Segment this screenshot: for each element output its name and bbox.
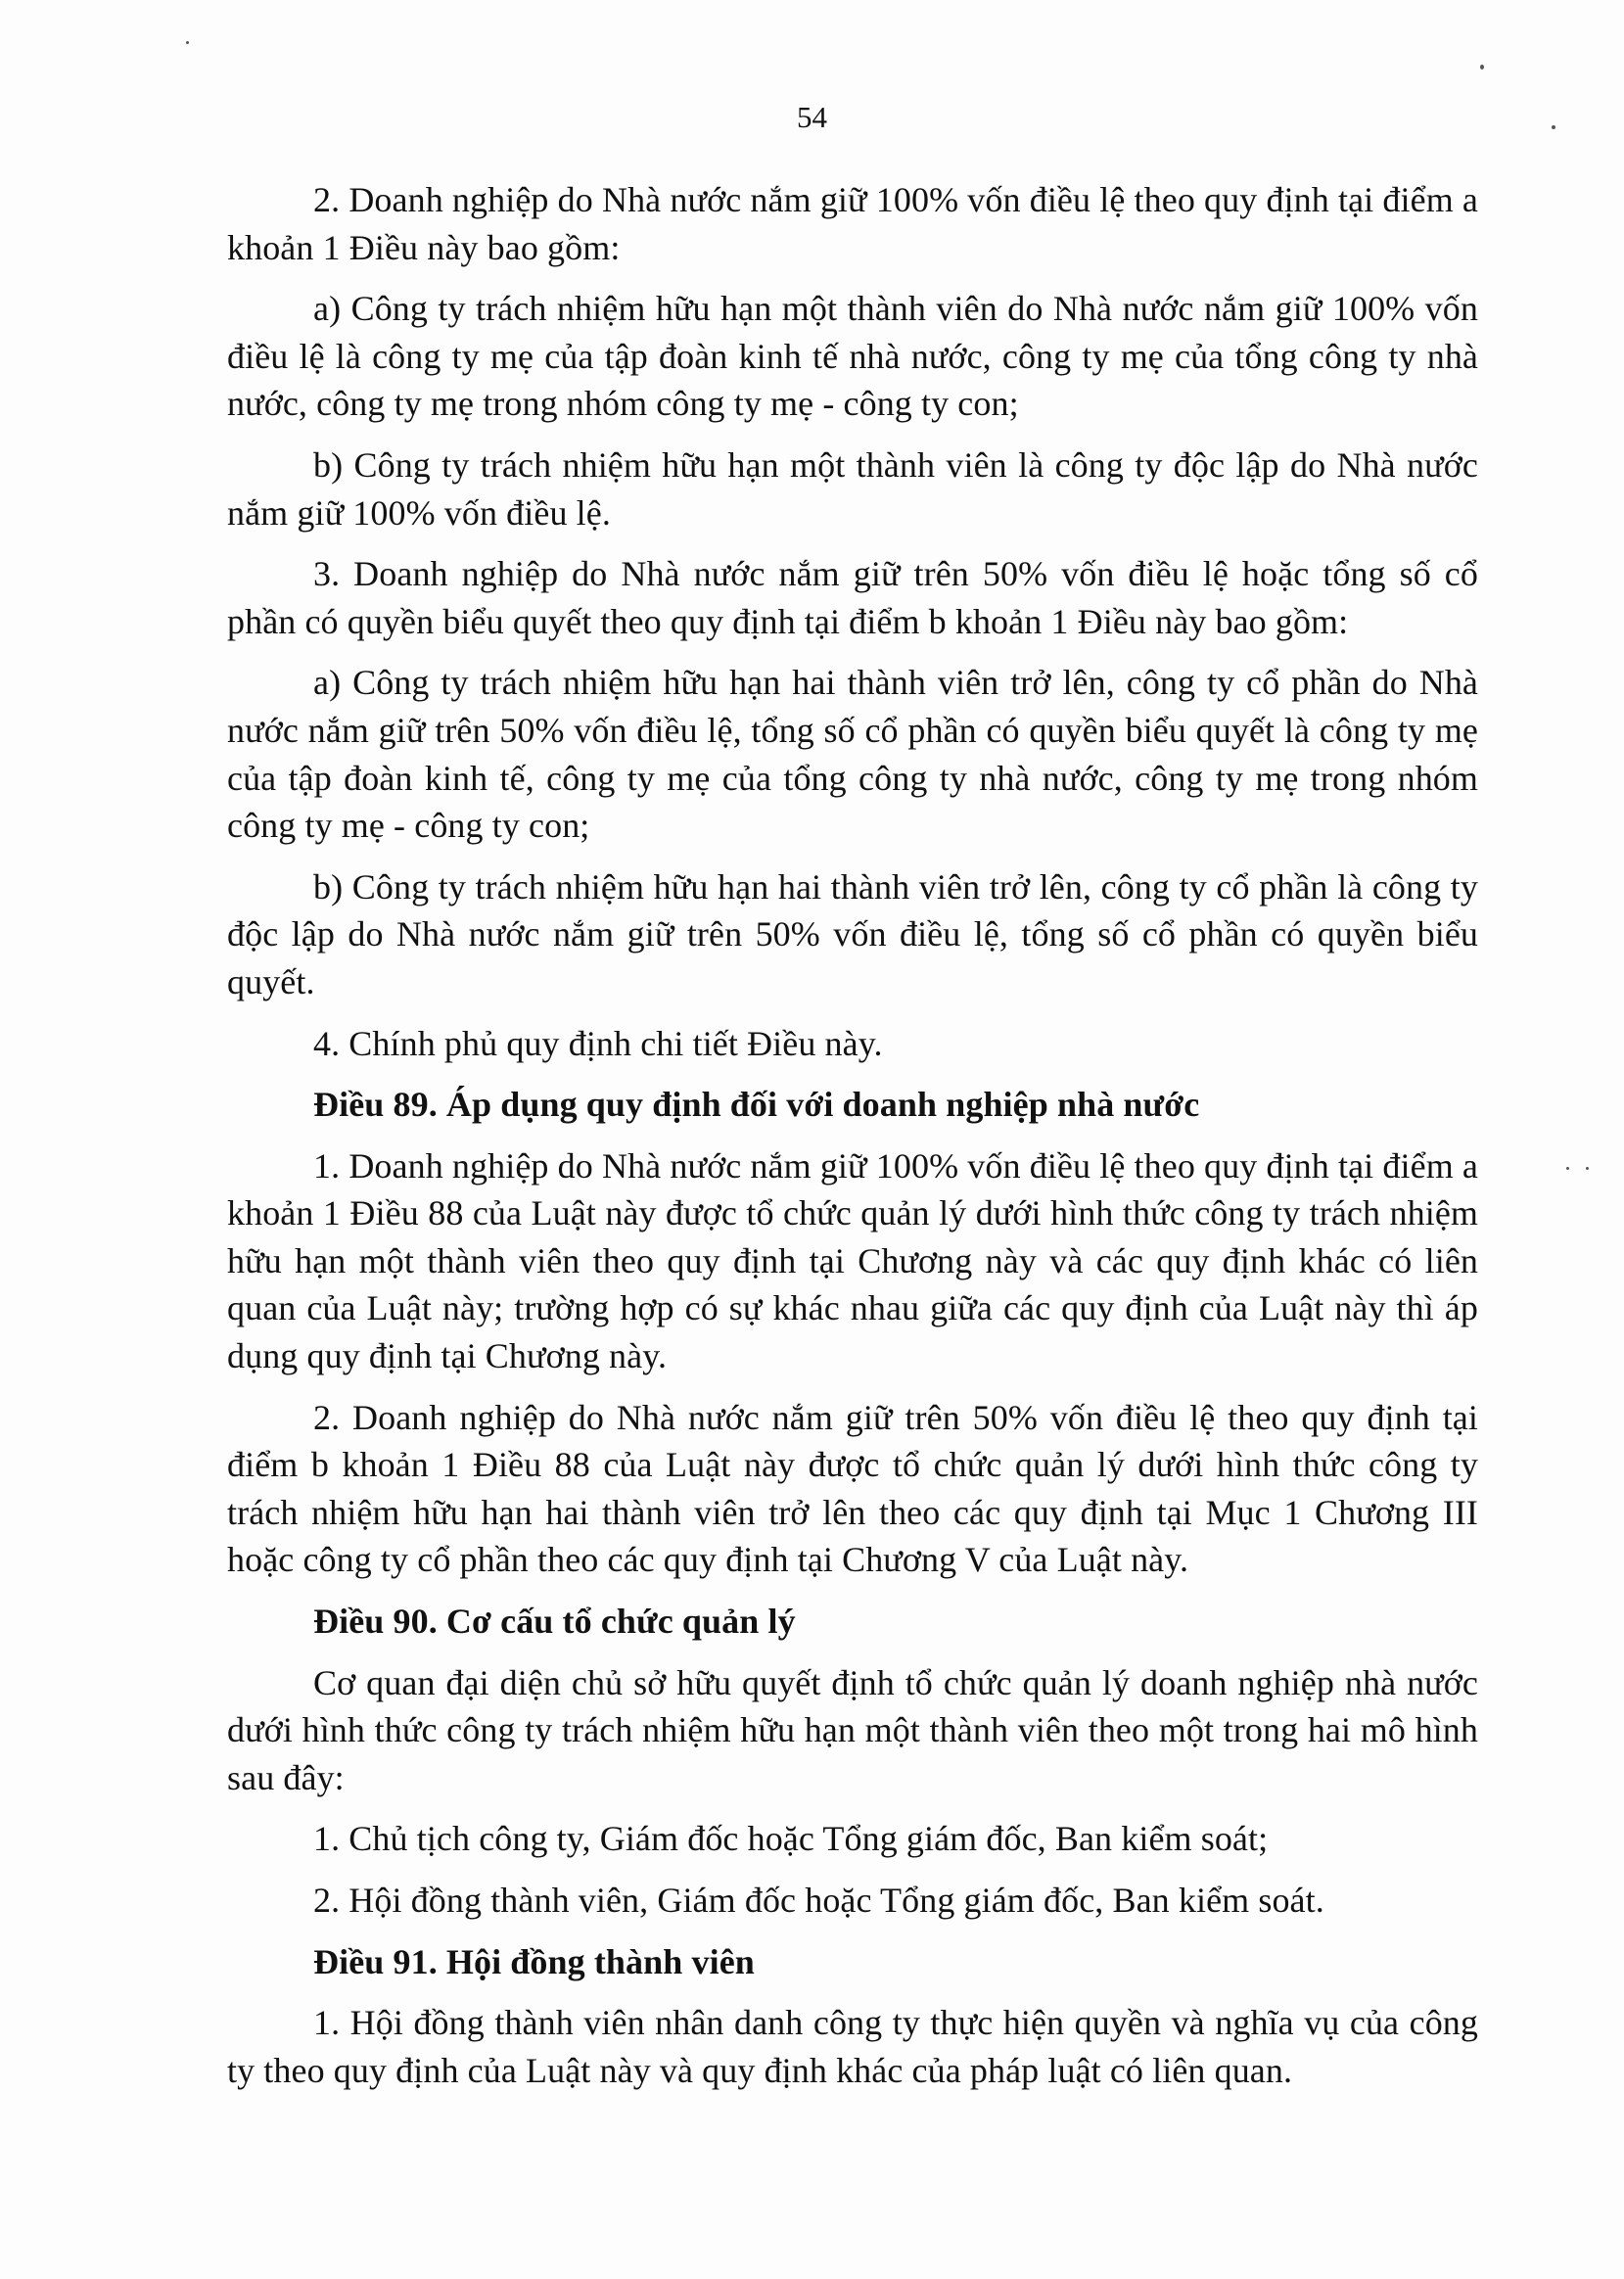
article-90-intro: Cơ quan đại diện chủ sở hữu quyết định tổ chức quản lý doanh nghiệp nhà nước dưới hình thức công ty trách nhiệm hữu hạn một thành viên theo một trong hai mô hình sau đây: [227,1662,1478,1797]
scan-speck [1586,1167,1589,1170]
scan-speck [1480,65,1484,70]
article-89-clause-1: 1. Doanh nghiệp do Nhà nước nắm giữ 100% vốn điều lệ theo quy định tại điểm a khoản 1 Điều 88 của Luật này được tổ chức quản lý dưới hình thức công ty trách nhiệm hữu hạn một thành viên theo quy định tại Chương này và các quy định khác có liên quan của Luật này; trường hợp có sự khác nhau giữa các quy định của Luật này thì áp dụng quy định tại Chương này. [227,1145,1478,1376]
paragraph-clause-2: 2. Doanh nghiệp do Nhà nước nắm giữ 100% vốn điều lệ theo quy định tại điểm a khoản 1 Điều này bao gồm: [227,180,1478,267]
paragraph-clause-4: 4. Chính phủ quy định chi tiết Điều này. [313,1023,883,1063]
paragraph-clause-3: 3. Doanh nghiệp do Nhà nước nắm giữ trên 50% vốn điều lệ hoặc tổng số cổ phần có quyền biểu quyết theo quy định tại điểm b khoản 1 Điều này bao gồm: [227,554,1478,641]
article-90-model-2: 2. Hội đồng thành viên, Giám đốc hoặc Tổng giám đốc, Ban kiểm soát. [313,1881,1324,1920]
scan-speck [1566,1167,1569,1170]
article-91-clause-1: 1. Hội đồng thành viên nhân danh công ty thực hiện quyền và nghĩa vụ của công ty theo quy định của Luật này và quy định khác của pháp luật có liên quan. [227,2003,1478,2090]
paragraph-clause-2a: a) Công ty trách nhiệm hữu hạn một thành viên do Nhà nước nắm giữ 100% vốn điều lệ là công ty mẹ của tập đoàn kinh tế nhà nước, công ty mẹ của tổng công ty nhà nước, công ty mẹ trong nhóm công ty mẹ - công ty con; [227,289,1478,424]
article-89-heading: Điều 89. Áp dụng quy định đối với doanh nghiệp nhà nước [313,1085,1200,1125]
article-91-heading: Điều 91. Hội đồng thành viên [313,1941,755,1981]
article-89-clause-2: 2. Doanh nghiệp do Nhà nước nắm giữ trên 50% vốn điều lệ theo quy định tại điểm b khoản 1 Điều 88 của Luật này được tổ chức quản lý dưới hình thức công ty trách nhiệm hữu hạn hai thành viên trở lên theo các quy định tại Mục 1 Chương III hoặc công ty cổ phần theo các quy định tại Chương V của Luật này. [227,1397,1478,1580]
document-body [227,176,1478,2108]
paragraph-clause-2b: b) Công ty trách nhiệm hữu hạn một thành viên là công ty độc lập do Nhà nước nắm giữ 100% vốn điều lệ. [227,444,1478,533]
scan-speck [1552,125,1555,129]
page-number: 54 [797,100,827,134]
paragraph-clause-3a: a) Công ty trách nhiệm hữu hạn hai thành viên trở lên, công ty cổ phần do Nhà nước nắm giữ trên 50% vốn điều lệ, tổng số cổ phần có quyền biểu quyết là công ty mẹ của tập đoàn kinh tế, công ty mẹ của tổng công ty nhà nước, công ty mẹ trong nhóm công ty mẹ - công ty con; [227,663,1478,846]
scan-speck [186,41,189,44]
article-90-heading: Điều 90. Cơ cấu tổ chức quản lý [313,1602,796,1642]
article-90-model-1: 1. Chủ tịch công ty, Giám đốc hoặc Tổng giám đốc, Ban kiểm soát; [313,1819,1269,1859]
paragraph-clause-3b: b) Công ty trách nhiệm hữu hạn hai thành viên trở lên, công ty cổ phần là công ty độc lập do Nhà nước nắm giữ trên 50% vốn điều lệ, tổng số cổ phần có quyền biểu quyết. [227,866,1478,1001]
